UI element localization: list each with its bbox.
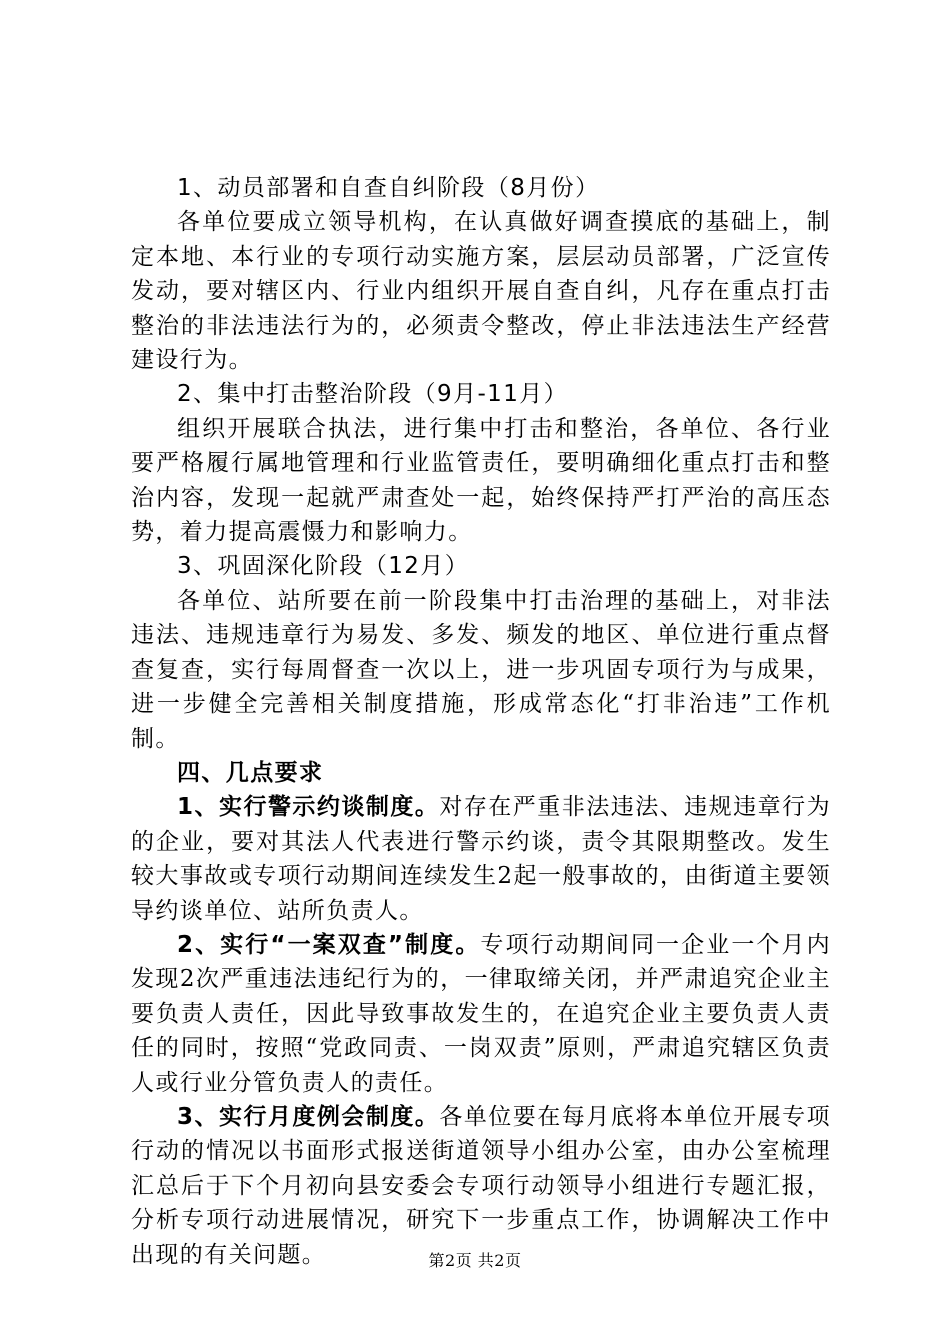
requirement-1-paragraph	[131, 790, 831, 928]
stage-2-heading: 2、集中打击整治阶段（9月-11月）	[177, 381, 569, 408]
requirement-1-lead: 1、实行警示约谈制度。	[177, 794, 440, 821]
document-body	[131, 171, 831, 1272]
stage-1-heading: 1、动员部署和自查自纠阶段（8月份）	[177, 175, 600, 201]
stage-2-paragraph: 组织开展联合执法，进行集中打击和整治，各单位、各行业要严格履行属地管理和行业监管责任，要明确细化重点打击和整治内容，发现一起就严肃查处一起，始终保持严打严治的高压态势，着力提高震慑力和影响力。	[131, 415, 831, 546]
stage-3-paragraph: 各单位、站所要在前一阶段集中打击治理的基础上，对非法违法、违规违章行为易发、多发、频发的地区、单位进行重点督查复查，实行每周督查一次以上，进一步巩固专项行为与成果，进一步健全完善相关制度措施，形成常态化“打非治违”工作机制。	[131, 587, 831, 752]
section-4-heading: 四、几点要求	[177, 759, 324, 786]
stage-3-heading: 3、巩固深化阶段（12月）	[177, 553, 470, 580]
requirement-2-text: 专项行动期间同一企业一个月内发现2次严重违法违纪行为的，一律取缔关闭，并严肃追究企业主要负责人责任，因此导致事故发生的，在追究企业主要负责人责任的同时，按照“党政同责、一岗双责”原则，严肃追究辖区负责人或行业分管负责人的责任。	[131, 931, 831, 1096]
requirement-3-paragraph	[131, 1100, 831, 1272]
stage-1-paragraph: 各单位要成立领导机构，在认真做好调查摸底的基础上，制定本地、本行业的专项行动实施方案，层层动员部署，广泛宣传发动，要对辖区内、行业内组织开展自查自纠，凡存在重点打击整治的非法违法行为的，必须责令整改，停止非法违法生产经营建设行为。	[131, 209, 831, 374]
requirement-2-lead: 2、实行“一案双查”制度。	[177, 931, 481, 958]
requirement-2-paragraph	[131, 928, 831, 1100]
requirement-3-text: 各单位要在每月底将本单位开展专项行动的情况以书面形式报送街道领导小组办公室，由办公室梳理汇总后于下个月初向县安委会专项行动领导小组进行专题汇报，分析专项行动进展情况，研究下一步重点工作，协调解决工作中出现的有关问题。	[131, 1103, 832, 1268]
page-number-footer: 第2页 共2页	[428, 1251, 522, 1270]
requirement-3-lead: 3、实行月度例会制度。	[177, 1103, 440, 1130]
requirement-1-text: 对存在严重非法违法、违规违章行为的企业，要对其法人代表进行警示约谈，责令其限期整改。发生较大事故或专项行动期间连续发生2起一般事故的，由街道主要领导约谈单位、站所负责人。	[131, 794, 832, 924]
